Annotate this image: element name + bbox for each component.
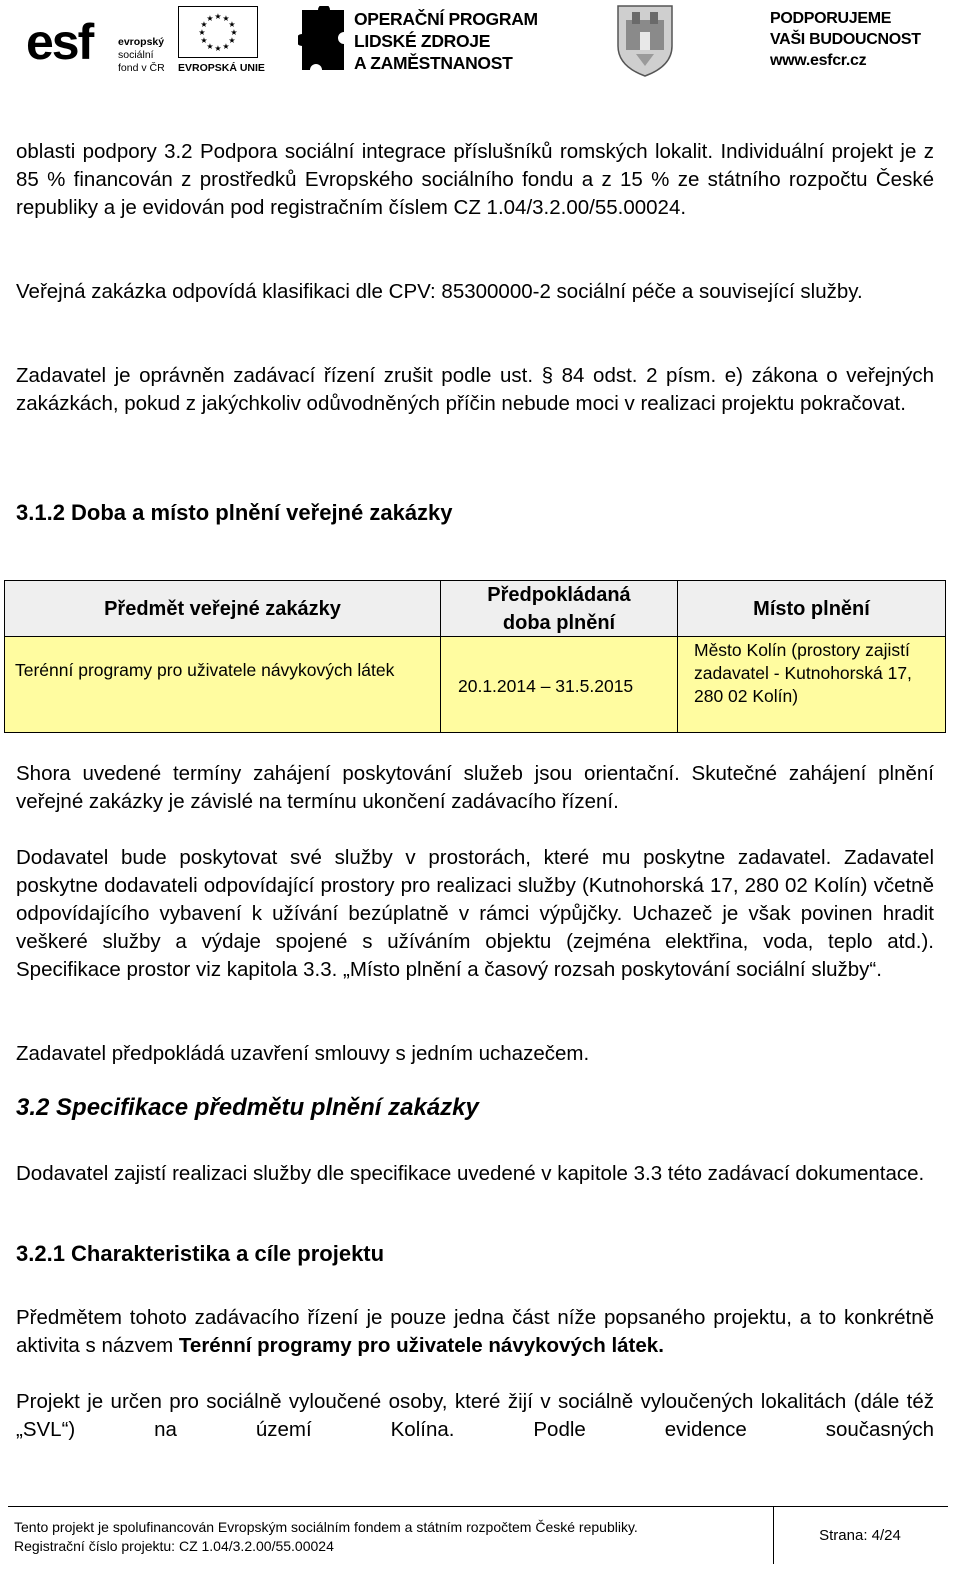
paragraph-cpv: Veřejná zakázka odpovídá klasifikaci dle CPV: 85300000-2 sociální péče a související služby.	[16, 280, 863, 303]
esf-logo	[26, 6, 166, 78]
paragraph-terms: Shora uvedené termíny zahájení poskytování služeb jsou orientační. Skutečné zahájení plnění veřejné zakázky je závislé na termínu ukončení zadávacího řízení.	[16, 762, 934, 813]
svg-text:★: ★	[200, 20, 208, 29]
schedule-table	[4, 580, 946, 733]
table-cell-subject: Terénní programy pro uživatele návykových látek	[4, 636, 441, 733]
footer-funding-note: Tento projekt je spolufinancován Evropským sociálním fondem a státním rozpočtem České republiky. Registrační číslo projektu: CZ 1.04/3.2.00/55.00024	[8, 1506, 774, 1564]
paragraph-contract: Zadavatel předpokládá uzavření smlouvy s jedním uchazečem.	[16, 1042, 590, 1065]
activity-name: Terénní programy pro uživatele návykových látek.	[178, 1334, 664, 1357]
table-header-place: Místo plnění	[677, 580, 946, 637]
svg-text:★: ★	[228, 20, 236, 29]
svg-text:★: ★	[214, 12, 222, 21]
svg-text:★: ★	[200, 36, 208, 45]
svg-text:★: ★	[214, 44, 222, 53]
table-cell-duration: 20.1.2014 – 31.5.2015	[440, 636, 678, 733]
op-lzz-logo	[298, 2, 548, 78]
svg-text:★: ★	[222, 42, 230, 51]
svg-text:★: ★	[198, 28, 206, 37]
eu-caption: EVROPSKÁ UNIE	[178, 62, 265, 74]
heading-3-2-1: 3.2.1 Charakteristika a cíle projektu	[16, 1241, 385, 1266]
svg-text:★: ★	[222, 14, 230, 23]
eu-stars-icon	[178, 6, 258, 58]
svg-text:★: ★	[206, 42, 214, 51]
table-cell-place: Město Kolín (prostory zajistí zadavatel - Kutnohorská 17, 280 02 Kolín)	[677, 636, 946, 733]
esf-logo-caption: evropský sociální fond v ČR	[118, 36, 165, 74]
paragraph-financing: oblasti podpory 3.2 Podpora sociální integrace příslušníků romských lokalit. Individuální projekt je z 85 % financován z prostředků Evropského sociálního fondu a z 15 % ze státního rozpočtu České republiky a je evidován pod registračním číslem CZ 1.04/3.2.00/55.00024.	[16, 140, 934, 219]
table-header-subject: Předmět veřejné zakázky	[4, 580, 441, 637]
table-header-duration: Předpokládaná doba plnění	[440, 580, 678, 637]
paragraph-target-group: Projekt je určen pro sociálně vyloučené osoby, které žijí v sociálně vyloučených lokalitách (dále též „SVL“) na území Kolína. Podle evidence současných	[16, 1390, 934, 1441]
esf-logo-text: esf	[26, 14, 93, 70]
op-lzz-text: OPERAČNÍ PROGRAM LIDSKÉ ZDROJE A ZAMĚSTNANOST	[354, 9, 538, 73]
heading-3-2: 3.2 Specifikace předmětu plnění zakázky	[16, 1094, 479, 1121]
paragraph-project-part: Předmětem tohoto zadávacího řízení je pouze jedna část níže popsaného projektu, a to konkrétně aktivita s názvem Terénní programy pro uživatele návykových látek.	[16, 1306, 934, 1357]
paragraph-cancellation: Zadavatel je oprávněn zadávací řízení zrušit podle ust. § 84 odst. 2 písm. e) zákona o veřejných zakázkách, pokud z jakýchkoliv odůvodněných příčin nebude moci v realizaci projektu pokračovat.	[16, 364, 934, 415]
kolin-crest-icon	[612, 2, 678, 78]
heading-3-1-2: 3.1.2 Doba a místo plnění veřejné zakázky	[16, 500, 453, 525]
esfcr-support-logo: PODPORUJEME VAŠI BUDOUCNOST www.esfcr.cz	[770, 10, 921, 69]
paragraph-specification: Dodavatel zajistí realizaci služby dle specifikace uvedené v kapitole 3.3 této zadávací dokumentace.	[16, 1162, 925, 1185]
paragraph-premises: Dodavatel bude poskytovat své služby v prostorách, které mu poskytne zadavatel. Zadavatel poskytne dodavateli odpovídající prostory pro realizaci služby (Kutnohorská 17, 280 02 Kolín) včetně odpovídajícího vybavení k užívání bezúplatně v rámci výpůjčky. Uchazeč je však povinen hradit veškeré služby a výdaje spojené s užíváním objektu (zejména elektřina, voda, teplo atd.). Specifikace prostor viz kapitola 3.3. „Místo plnění a časový rozsah poskytování sociální služby“.	[16, 846, 934, 981]
puzzle-icon	[298, 6, 350, 74]
page-number: Strana: 4/24	[819, 1526, 901, 1544]
svg-text:★: ★	[206, 14, 214, 23]
eu-flag-logo	[178, 6, 265, 78]
svg-text:★: ★	[230, 28, 238, 37]
svg-text:★: ★	[228, 36, 236, 45]
